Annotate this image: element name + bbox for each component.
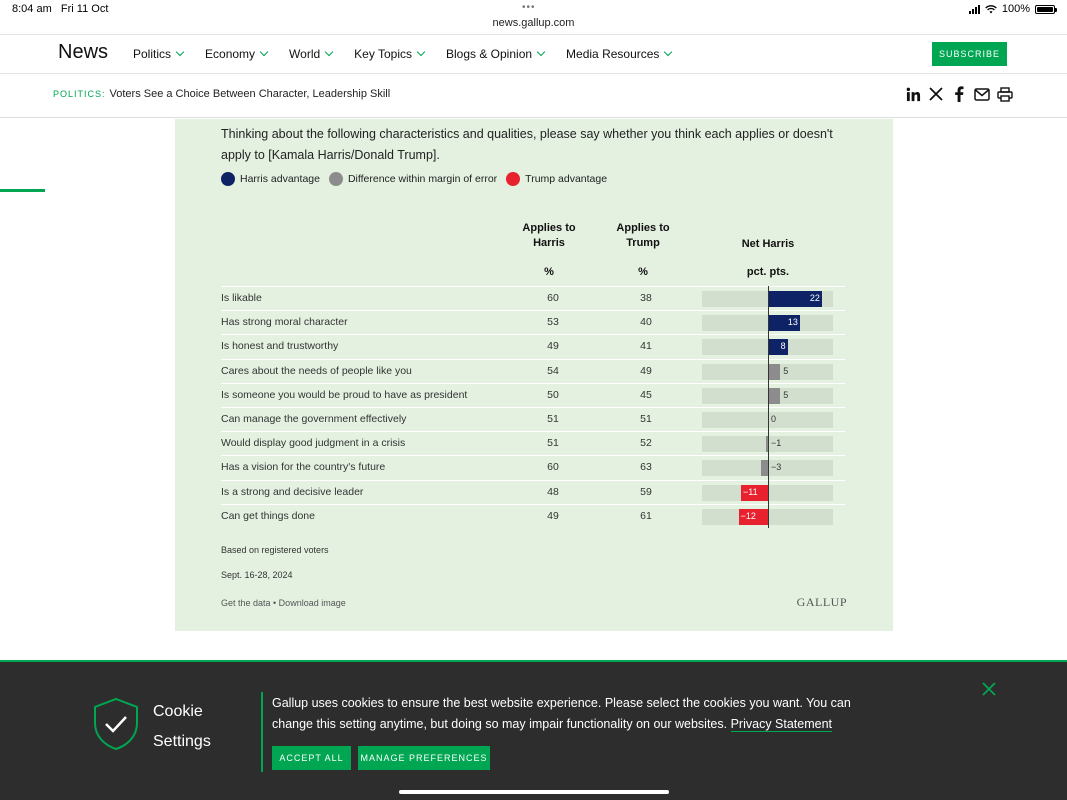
multitask-dots-icon[interactable]: ••• bbox=[522, 2, 536, 13]
col-unit-net: pct. pts. bbox=[746, 266, 790, 278]
manage-preferences-button[interactable]: MANAGE PREFERENCES bbox=[358, 746, 490, 770]
breadcrumb bbox=[53, 88, 390, 100]
value-harris: 51 bbox=[547, 412, 559, 425]
chart-note-sample: Based on registered voters bbox=[221, 545, 329, 555]
home-indicator bbox=[399, 790, 669, 794]
value-trump: 49 bbox=[640, 364, 652, 377]
data-table bbox=[221, 286, 845, 528]
value-harris: 53 bbox=[547, 316, 559, 329]
chart-question: Thinking about the following characteristics and qualities, please say whether you think each applies or doesn't apply to [Kamala Harris/Donald Trump]. bbox=[221, 127, 833, 162]
value-trump: 52 bbox=[640, 437, 652, 450]
time-text: 8:04 am bbox=[12, 3, 52, 15]
net-bar-label: 22 bbox=[809, 293, 820, 303]
privacy-statement-link[interactable]: Privacy Statement bbox=[730, 717, 833, 731]
net-bar bbox=[768, 388, 780, 404]
status-right bbox=[969, 3, 1055, 15]
cookie-title: Cookie Settings bbox=[153, 703, 211, 750]
net-bar bbox=[761, 460, 768, 476]
nav-item-key-topics[interactable] bbox=[354, 47, 424, 61]
status-time bbox=[12, 3, 108, 15]
table-row bbox=[221, 359, 845, 383]
nav-item-politics[interactable] bbox=[133, 47, 183, 61]
table-row bbox=[221, 455, 845, 479]
breadcrumb-category[interactable]: POLITICS: bbox=[53, 89, 106, 99]
chevron-down-icon bbox=[537, 48, 545, 56]
net-bar-label: 13 bbox=[787, 317, 798, 328]
legend-dot-trump bbox=[506, 172, 520, 186]
subscribe-button[interactable]: SUBSCRIBE bbox=[932, 42, 1007, 66]
breadcrumb-title: Voters See a Choice Between Character, Leadership Skill bbox=[109, 88, 391, 100]
value-harris: 48 bbox=[547, 485, 559, 498]
value-harris: 51 bbox=[547, 437, 559, 450]
row-label: Can get things done bbox=[221, 509, 315, 522]
table-row bbox=[221, 431, 845, 455]
row-label: Is someone you would be proud to have as president bbox=[221, 388, 468, 401]
print-icon[interactable] bbox=[997, 86, 1013, 102]
legend-dot-harris bbox=[221, 172, 235, 186]
row-label: Is likable bbox=[221, 292, 262, 304]
linkedin-icon[interactable] bbox=[905, 86, 921, 102]
gallup-logo: GALLUP bbox=[796, 595, 847, 609]
nav-label: Key Topics bbox=[354, 47, 412, 61]
site-logo[interactable]: News bbox=[58, 41, 109, 63]
close-icon[interactable] bbox=[980, 680, 998, 698]
chevron-down-icon bbox=[417, 48, 425, 56]
legend-trump bbox=[506, 172, 607, 186]
share-toolbar bbox=[905, 86, 1013, 102]
nav-label: Blogs & Opinion bbox=[445, 47, 533, 61]
value-harris: 49 bbox=[547, 340, 559, 353]
cookie-text bbox=[272, 693, 872, 735]
chart-panel bbox=[175, 119, 893, 631]
net-bar-label: 0 bbox=[771, 413, 777, 424]
address-bar[interactable]: news.gallup.com bbox=[492, 17, 575, 29]
chevron-down-icon bbox=[260, 48, 268, 56]
value-harris: 49 bbox=[547, 509, 559, 522]
net-bar-label: 5 bbox=[783, 365, 789, 376]
facebook-icon[interactable] bbox=[951, 86, 967, 102]
col-unit-trump: % bbox=[638, 266, 648, 278]
value-trump: 61 bbox=[640, 509, 652, 522]
value-harris: 54 bbox=[547, 364, 559, 377]
chart-legend bbox=[221, 172, 616, 186]
value-trump: 63 bbox=[640, 461, 652, 474]
col-header-trump: Applies to Trump bbox=[616, 222, 670, 249]
nav-menu bbox=[133, 47, 693, 61]
reading-progress-bar bbox=[0, 189, 45, 192]
nav-item-blogs-opinion[interactable] bbox=[446, 47, 544, 61]
value-harris: 60 bbox=[547, 461, 559, 474]
row-label: Has a vision for the country's future bbox=[221, 461, 386, 474]
battery-percent: 100% bbox=[1001, 3, 1030, 15]
net-bar-label: 8 bbox=[780, 341, 786, 352]
chart-links[interactable]: Get the data • Download image bbox=[221, 598, 346, 608]
shield-check-icon bbox=[92, 697, 140, 751]
chevron-down-icon bbox=[664, 48, 672, 56]
chart-note-dates: Sept. 16-28, 2024 bbox=[221, 570, 293, 580]
row-label: Would display good judgment in a crisis bbox=[221, 437, 406, 450]
legend-harris bbox=[221, 172, 320, 186]
nav-item-media-resources[interactable] bbox=[566, 47, 671, 61]
legend-label: Harris advantage bbox=[240, 173, 320, 185]
net-bar-label: −12 bbox=[740, 510, 756, 521]
mail-icon[interactable] bbox=[974, 86, 990, 102]
row-label: Is a strong and decisive leader bbox=[221, 485, 364, 498]
nav-label: Media Resources bbox=[566, 47, 660, 61]
row-label: Has strong moral character bbox=[221, 316, 348, 329]
zero-axis-line bbox=[768, 286, 769, 528]
col-unit-harris: % bbox=[544, 266, 554, 278]
table-row bbox=[221, 383, 845, 407]
value-harris: 60 bbox=[547, 292, 559, 304]
value-trump: 41 bbox=[640, 340, 652, 353]
nav-label: Politics bbox=[133, 47, 172, 61]
row-label: Cares about the needs of people like you bbox=[221, 364, 412, 377]
table-row bbox=[221, 286, 845, 310]
status-bar bbox=[0, 0, 1067, 34]
value-trump: 59 bbox=[640, 485, 652, 498]
table-row bbox=[221, 480, 845, 504]
wifi-icon bbox=[985, 5, 997, 14]
net-bar-label: −1 bbox=[771, 438, 782, 449]
cookie-message: Gallup uses cookies to ensure the best website experience. Please select the cookies you want. You can change this setting anytime, but doing so may impair functionality on our websites. bbox=[272, 696, 851, 731]
row-label: Is honest and trustworthy bbox=[221, 340, 339, 353]
value-trump: 38 bbox=[640, 292, 652, 304]
nav-item-world[interactable] bbox=[289, 47, 332, 61]
date-text: Fri 11 Oct bbox=[60, 3, 109, 15]
chevron-down-icon bbox=[325, 48, 333, 56]
col-header-harris: Applies to Harris bbox=[522, 222, 576, 249]
battery-icon bbox=[1035, 5, 1055, 14]
value-harris: 50 bbox=[547, 388, 559, 401]
legend-label: Difference within margin of error bbox=[347, 173, 498, 185]
legend-moe bbox=[329, 172, 497, 186]
x-icon[interactable] bbox=[928, 86, 944, 102]
value-trump: 51 bbox=[640, 412, 652, 425]
nav-item-economy[interactable] bbox=[205, 47, 267, 61]
nav-label: Economy bbox=[205, 47, 256, 61]
net-bar-label: −3 bbox=[771, 462, 782, 473]
table-row bbox=[221, 310, 845, 334]
chevron-down-icon bbox=[176, 48, 184, 56]
article-bar bbox=[0, 74, 1067, 118]
signal-icon bbox=[969, 5, 980, 14]
col-header-net: Net Harris bbox=[741, 238, 795, 250]
table-row bbox=[221, 504, 845, 528]
legend-dot-moe bbox=[329, 172, 343, 186]
table-row bbox=[221, 334, 845, 358]
legend-label: Trump advantage bbox=[525, 173, 608, 185]
table-row bbox=[221, 407, 845, 431]
net-bar-label: −11 bbox=[743, 486, 758, 497]
cookie-banner bbox=[0, 660, 1067, 800]
value-trump: 40 bbox=[640, 316, 652, 329]
main-nav bbox=[0, 34, 1067, 74]
nav-label: World bbox=[289, 47, 321, 61]
row-label: Can manage the government effectively bbox=[221, 412, 407, 425]
cookie-divider bbox=[261, 692, 263, 772]
accept-all-button[interactable]: ACCEPT ALL bbox=[272, 746, 351, 770]
net-bar bbox=[768, 364, 780, 380]
net-bar-label: 5 bbox=[783, 389, 789, 400]
value-trump: 45 bbox=[640, 388, 652, 401]
